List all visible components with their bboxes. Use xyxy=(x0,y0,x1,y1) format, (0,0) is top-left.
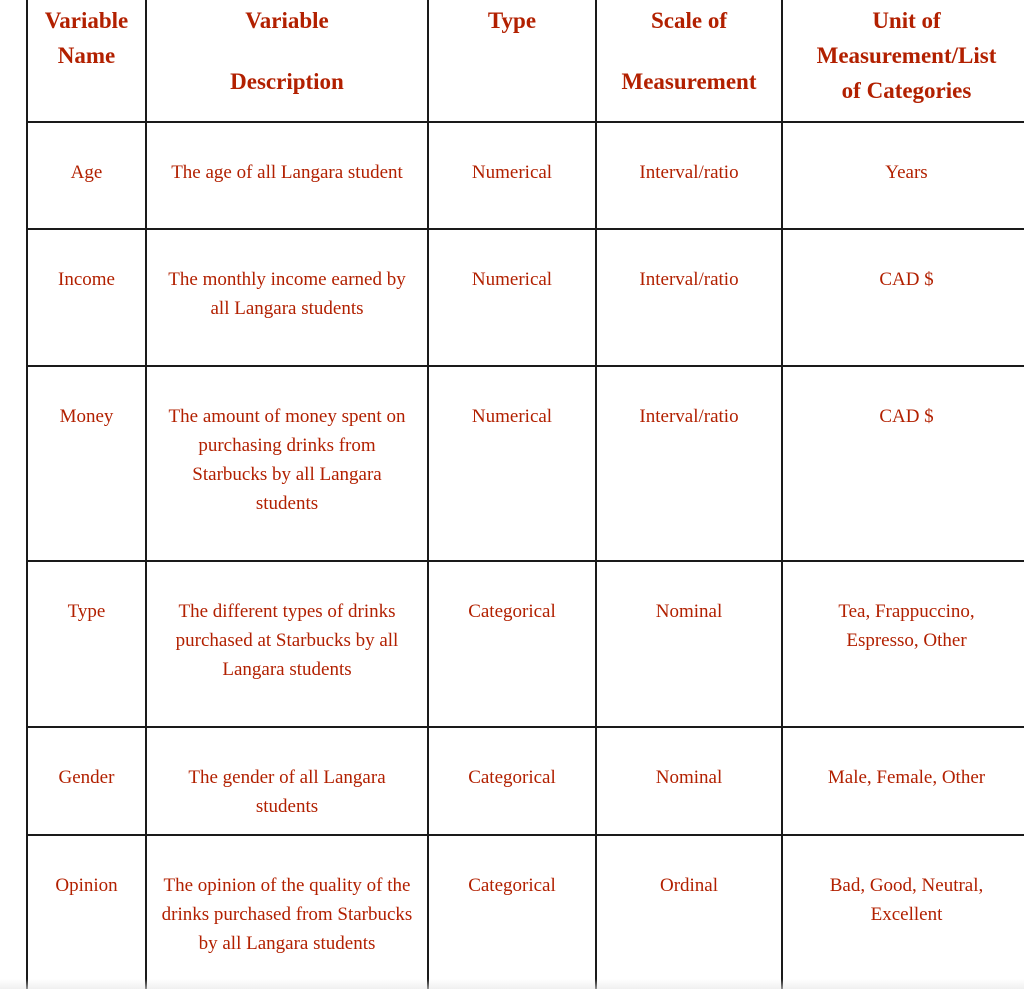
cell-scale: Interval/ratio xyxy=(596,229,782,366)
cell-scale: Nominal xyxy=(596,561,782,727)
header-variable-name: Variable Name xyxy=(27,0,146,122)
variables-table xyxy=(26,0,1024,989)
header-type: Type xyxy=(428,0,596,122)
cell-description: The gender of all Langara students xyxy=(146,727,428,835)
cell-unit: CAD $ xyxy=(782,366,1024,561)
cell-scale: Interval/ratio xyxy=(596,122,782,229)
cell-variable-name: Age xyxy=(27,122,146,229)
table-row xyxy=(27,366,1024,561)
table-row xyxy=(27,561,1024,727)
bottom-edge-shadow xyxy=(0,979,1024,989)
cell-variable-name: Opinion xyxy=(27,835,146,989)
cell-description: The amount of money spent on purchasing drinks from Starbucks by all Langara students xyxy=(146,366,428,561)
cell-unit: Tea, Frappuccino, Espresso, Other xyxy=(782,561,1024,727)
header-unit-of-measurement: Unit of Measurement/List of Categories xyxy=(782,0,1024,122)
cell-variable-name: Income xyxy=(27,229,146,366)
cell-description: The opinion of the quality of the drinks purchased from Starbucks by all Langara students xyxy=(146,835,428,989)
cell-unit: Male, Female, Other xyxy=(782,727,1024,835)
cell-type: Numerical xyxy=(428,122,596,229)
cell-scale: Interval/ratio xyxy=(596,366,782,561)
cell-unit: Years xyxy=(782,122,1024,229)
header-scale-of-measurement: Scale of Measurement xyxy=(596,0,782,122)
cell-unit: CAD $ xyxy=(782,229,1024,366)
cell-variable-name: Type xyxy=(27,561,146,727)
cell-type: Categorical xyxy=(428,835,596,989)
table-row xyxy=(27,727,1024,835)
cell-variable-name: Gender xyxy=(27,727,146,835)
cell-scale: Nominal xyxy=(596,727,782,835)
table-row xyxy=(27,835,1024,989)
header-variable-description: Variable Description xyxy=(146,0,428,122)
cell-description: The age of all Langara student xyxy=(146,122,428,229)
cell-variable-name: Money xyxy=(27,366,146,561)
cell-unit: Bad, Good, Neutral, Excellent xyxy=(782,835,1024,989)
cell-description: The different types of drinks purchased at Starbucks by all Langara students xyxy=(146,561,428,727)
table-row xyxy=(27,229,1024,366)
cell-type: Numerical xyxy=(428,229,596,366)
header-row xyxy=(27,0,1024,122)
cell-description: The monthly income earned by all Langara students xyxy=(146,229,428,366)
table-row xyxy=(27,122,1024,229)
cell-type: Numerical xyxy=(428,366,596,561)
cell-type: Categorical xyxy=(428,561,596,727)
cell-type: Categorical xyxy=(428,727,596,835)
cell-scale: Ordinal xyxy=(596,835,782,989)
